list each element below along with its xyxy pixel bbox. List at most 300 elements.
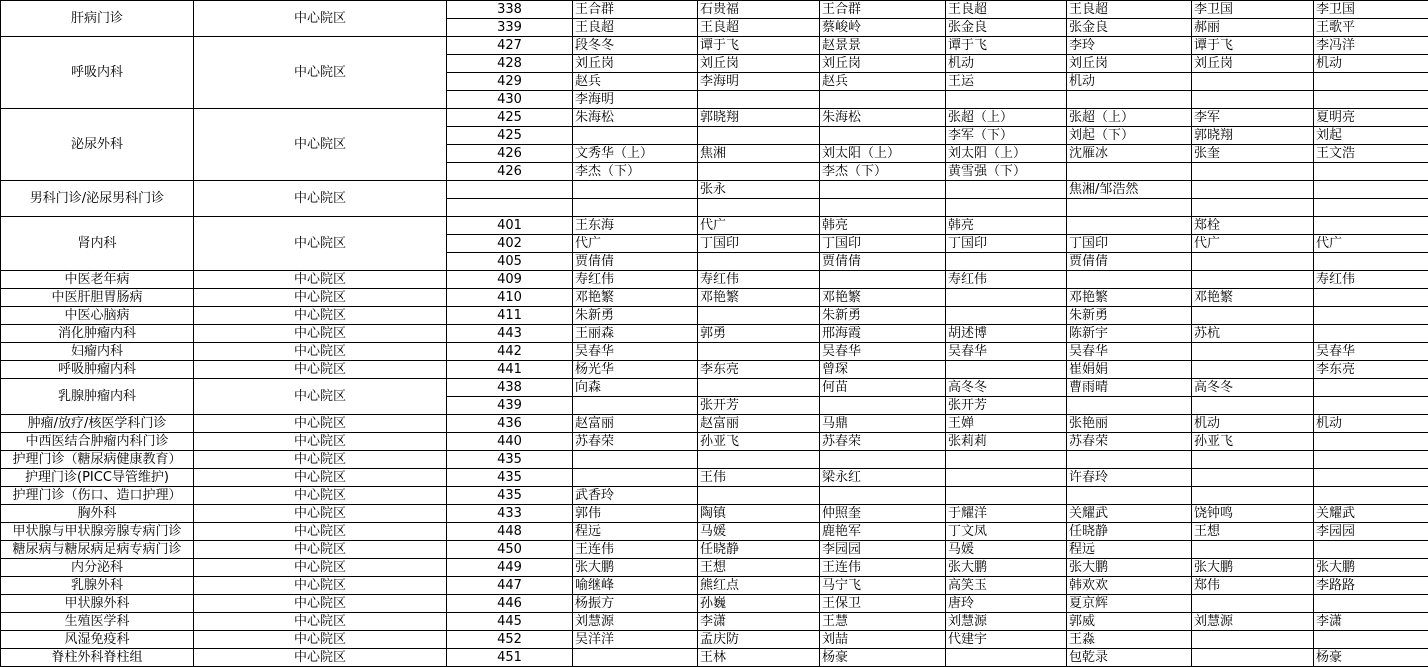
doctor-cell [573, 397, 698, 415]
campus-cell: 中心院区 [194, 379, 447, 415]
doctor-cell: 代广 [1314, 235, 1428, 253]
table-row [1, 451, 1428, 469]
campus-cell: 中心院区 [194, 487, 447, 505]
doctor-cell [1314, 325, 1428, 343]
doctor-cell [1314, 451, 1428, 469]
doctor-cell: 李潇 [698, 613, 820, 631]
doctor-cell: 赵景景 [820, 37, 946, 55]
doctor-cell [1314, 397, 1428, 415]
doctor-cell: 夏明亮 [1314, 109, 1428, 127]
doctor-cell: 机动 [1192, 415, 1314, 433]
doctor-cell: 贾倩倩 [573, 253, 698, 271]
doctor-cell: 杨豪 [1314, 649, 1428, 667]
room-cell: 449 [447, 559, 573, 577]
department-cell: 脊柱外科脊柱组 [1, 649, 194, 667]
doctor-cell [820, 91, 946, 109]
table-row [1, 181, 1428, 199]
doctor-cell: 邓艳繁 [573, 289, 698, 307]
doctor-cell [1314, 199, 1428, 217]
room-cell: 452 [447, 631, 573, 649]
doctor-cell: 韩亮 [946, 217, 1067, 235]
doctor-cell [820, 271, 946, 289]
campus-cell: 中心院区 [194, 433, 447, 451]
doctor-cell: 王连伟 [820, 559, 946, 577]
doctor-cell [1192, 649, 1314, 667]
doctor-cell: 朱新勇 [573, 307, 698, 325]
table-row [1, 361, 1428, 379]
doctor-cell: 孙巍 [698, 595, 820, 613]
doctor-cell: 马媛 [698, 523, 820, 541]
doctor-cell: 苏杭 [1192, 325, 1314, 343]
doctor-cell: 武香玲 [573, 487, 698, 505]
department-cell: 护理门诊（伤口、造口护理） [1, 487, 194, 505]
doctor-cell [1067, 91, 1192, 109]
doctor-cell: 焦湘 [698, 145, 820, 163]
department-cell: 男科门诊/泌尿男科门诊 [1, 181, 194, 217]
doctor-cell: 曹雨晴 [1067, 379, 1192, 397]
doctor-cell [1192, 73, 1314, 91]
doctor-cell: 张金良 [1067, 19, 1192, 37]
room-cell: 445 [447, 613, 573, 631]
campus-cell: 中心院区 [194, 505, 447, 523]
room-cell [447, 199, 573, 217]
doctor-cell [1314, 253, 1428, 271]
doctor-cell: 黄雪强（下） [946, 163, 1067, 181]
doctor-cell [1192, 91, 1314, 109]
doctor-cell [1192, 181, 1314, 199]
doctor-cell: 吴洋洋 [573, 631, 698, 649]
doctor-cell [820, 451, 946, 469]
doctor-cell: 代广 [698, 217, 820, 235]
doctor-cell [1067, 163, 1192, 181]
room-cell: 438 [447, 379, 573, 397]
room-cell: 411 [447, 307, 573, 325]
table-row [1, 523, 1428, 541]
doctor-cell [1314, 631, 1428, 649]
campus-cell: 中心院区 [194, 217, 447, 271]
doctor-cell: 张大鹏 [573, 559, 698, 577]
doctor-cell: 王连伟 [573, 541, 698, 559]
table-row [1, 415, 1428, 433]
doctor-cell: 吴春华 [1067, 343, 1192, 361]
table-row [1, 613, 1428, 631]
doctor-cell: 刘丘岗 [698, 55, 820, 73]
doctor-cell: 关耀武 [1314, 505, 1428, 523]
doctor-cell [1192, 199, 1314, 217]
department-cell: 甲状腺外科 [1, 595, 194, 613]
doctor-cell: 李海明 [698, 73, 820, 91]
doctor-cell [573, 451, 698, 469]
doctor-cell: 刘喆 [820, 631, 946, 649]
doctor-cell [946, 199, 1067, 217]
doctor-cell: 赵富丽 [698, 415, 820, 433]
doctor-cell [1314, 379, 1428, 397]
doctor-cell [820, 397, 946, 415]
department-cell: 生殖医学科 [1, 613, 194, 631]
doctor-cell: 杨光华 [573, 361, 698, 379]
doctor-cell [1314, 487, 1428, 505]
doctor-cell: 机动 [1314, 415, 1428, 433]
doctor-cell [1314, 595, 1428, 613]
campus-cell: 中心院区 [194, 181, 447, 217]
room-cell: 436 [447, 415, 573, 433]
doctor-cell: 谭于飞 [698, 37, 820, 55]
doctor-cell: 张大鹏 [1192, 559, 1314, 577]
room-cell: 435 [447, 469, 573, 487]
campus-cell: 中心院区 [194, 631, 447, 649]
room-cell: 450 [447, 541, 573, 559]
doctor-cell: 刘慧源 [573, 613, 698, 631]
doctor-cell [1192, 595, 1314, 613]
doctor-cell: 丁国印 [946, 235, 1067, 253]
doctor-cell: 郭晓翔 [698, 109, 820, 127]
doctor-cell: 寿红伟 [1314, 271, 1428, 289]
doctor-cell: 焦湘/邹浩然 [1067, 181, 1192, 199]
department-cell: 乳腺肿瘤内科 [1, 379, 194, 415]
doctor-cell: 王林 [698, 649, 820, 667]
doctor-cell [946, 361, 1067, 379]
doctor-cell [1192, 163, 1314, 181]
doctor-cell: 程远 [1067, 541, 1192, 559]
doctor-cell [1314, 217, 1428, 235]
doctor-cell: 王保卫 [820, 595, 946, 613]
doctor-cell: 苏春荣 [1067, 433, 1192, 451]
doctor-cell: 丁国印 [1067, 235, 1192, 253]
doctor-cell: 王合群 [573, 1, 698, 19]
campus-cell: 中心院区 [194, 595, 447, 613]
room-cell: 428 [447, 55, 573, 73]
campus-cell: 中心院区 [194, 559, 447, 577]
doctor-cell [946, 649, 1067, 667]
doctor-cell: 鹿艳军 [820, 523, 946, 541]
doctor-cell: 贾倩倩 [820, 253, 946, 271]
doctor-cell: 郑伟 [1192, 577, 1314, 595]
doctor-cell [1067, 199, 1192, 217]
room-cell: 426 [447, 163, 573, 181]
doctor-cell: 王良超 [1067, 1, 1192, 19]
campus-cell: 中心院区 [194, 325, 447, 343]
doctor-cell: 李园园 [1314, 523, 1428, 541]
doctor-cell: 许春玲 [1067, 469, 1192, 487]
doctor-cell: 段冬冬 [573, 37, 698, 55]
room-cell: 440 [447, 433, 573, 451]
doctor-cell [1067, 451, 1192, 469]
campus-cell: 中心院区 [194, 109, 447, 181]
doctor-cell: 李海明 [573, 91, 698, 109]
room-cell: 425 [447, 109, 573, 127]
doctor-cell: 李东亮 [698, 361, 820, 379]
table-row [1, 289, 1428, 307]
doctor-cell: 李东亮 [1314, 361, 1428, 379]
doctor-cell: 代广 [573, 235, 698, 253]
doctor-cell [1192, 343, 1314, 361]
campus-cell: 中心院区 [194, 307, 447, 325]
doctor-cell: 石贵福 [698, 1, 820, 19]
table-row [1, 325, 1428, 343]
doctor-cell: 邓艳繁 [1192, 289, 1314, 307]
doctor-cell: 张永 [698, 181, 820, 199]
room-cell: 338 [447, 1, 573, 19]
doctor-cell: 包乾录 [1067, 649, 1192, 667]
doctor-cell: 谭于飞 [1192, 37, 1314, 55]
doctor-cell: 刘太阳（上） [946, 145, 1067, 163]
campus-cell: 中心院区 [194, 613, 447, 631]
doctor-cell: 王歌平 [1314, 19, 1428, 37]
doctor-cell [1192, 469, 1314, 487]
doctor-cell: 张莉莉 [946, 433, 1067, 451]
doctor-cell: 吴春华 [820, 343, 946, 361]
room-cell: 401 [447, 217, 573, 235]
doctor-cell: 刘慧源 [946, 613, 1067, 631]
campus-cell: 中心院区 [194, 37, 447, 109]
table-row [1, 469, 1428, 487]
department-cell: 糖尿病与糖尿病足病专病门诊 [1, 541, 194, 559]
doctor-cell: 韩欢欢 [1067, 577, 1192, 595]
doctor-cell: 文秀华（上） [573, 145, 698, 163]
doctor-cell: 苏春荣 [820, 433, 946, 451]
doctor-cell: 郭威 [1067, 613, 1192, 631]
doctor-cell [698, 91, 820, 109]
doctor-cell: 赵富丽 [573, 415, 698, 433]
department-cell: 护理门诊(PICC导管维护) [1, 469, 194, 487]
doctor-cell: 高冬冬 [946, 379, 1067, 397]
department-cell: 甲状腺与甲状腺旁腺专病门诊 [1, 523, 194, 541]
doctor-cell: 曾琛 [820, 361, 946, 379]
campus-cell: 中心院区 [194, 1, 447, 37]
campus-cell: 中心院区 [194, 361, 447, 379]
room-cell: 442 [447, 343, 573, 361]
department-cell: 中西医结合肿瘤内科门诊 [1, 433, 194, 451]
doctor-cell [1192, 631, 1314, 649]
department-cell: 中医肝胆胃肠病 [1, 289, 194, 307]
doctor-cell: 王运 [946, 73, 1067, 91]
doctor-cell: 张奎 [1192, 145, 1314, 163]
doctor-cell [1314, 289, 1428, 307]
doctor-cell [1192, 487, 1314, 505]
doctor-cell [573, 127, 698, 145]
doctor-cell: 丁国印 [820, 235, 946, 253]
doctor-cell: 刘太阳（上） [820, 145, 946, 163]
doctor-cell: 马鼎 [820, 415, 946, 433]
doctor-cell: 邓艳繁 [1067, 289, 1192, 307]
room-cell: 402 [447, 235, 573, 253]
room-cell: 409 [447, 271, 573, 289]
room-cell: 430 [447, 91, 573, 109]
department-cell: 肝病门诊 [1, 1, 194, 37]
campus-cell: 中心院区 [194, 541, 447, 559]
doctor-cell: 熊红点 [698, 577, 820, 595]
doctor-cell: 邓艳繁 [820, 289, 946, 307]
doctor-cell: 刘丘岗 [1067, 55, 1192, 73]
doctor-cell: 沈雁冰 [1067, 145, 1192, 163]
doctor-cell: 李军 [1192, 109, 1314, 127]
doctor-cell: 唐玲 [946, 595, 1067, 613]
room-cell: 446 [447, 595, 573, 613]
doctor-cell: 机动 [1314, 55, 1428, 73]
doctor-cell: 谭于飞 [946, 37, 1067, 55]
doctor-cell: 赵兵 [820, 73, 946, 91]
doctor-cell: 郭伟 [573, 505, 698, 523]
doctor-cell: 赵兵 [573, 73, 698, 91]
campus-cell: 中心院区 [194, 649, 447, 667]
doctor-cell: 蔡峻岭 [820, 19, 946, 37]
doctor-cell: 向森 [573, 379, 698, 397]
room-cell: 339 [447, 19, 573, 37]
doctor-cell [698, 343, 820, 361]
doctor-cell: 代广 [1192, 235, 1314, 253]
doctor-cell: 孟庆防 [698, 631, 820, 649]
doctor-cell: 张金良 [946, 19, 1067, 37]
room-cell: 443 [447, 325, 573, 343]
doctor-cell: 高笑玉 [946, 577, 1067, 595]
doctor-cell: 吴春华 [573, 343, 698, 361]
department-cell: 风湿免疫科 [1, 631, 194, 649]
room-cell: 448 [447, 523, 573, 541]
doctor-cell [1192, 271, 1314, 289]
room-cell: 410 [447, 289, 573, 307]
department-cell: 胸外科 [1, 505, 194, 523]
room-cell: 439 [447, 397, 573, 415]
doctor-cell [820, 199, 946, 217]
table-row [1, 631, 1428, 649]
campus-cell: 中心院区 [194, 469, 447, 487]
doctor-cell [1314, 469, 1428, 487]
doctor-cell [946, 253, 1067, 271]
doctor-cell: 张艳丽 [1067, 415, 1192, 433]
doctor-cell: 李园园 [820, 541, 946, 559]
campus-cell: 中心院区 [194, 289, 447, 307]
doctor-cell: 何苗 [820, 379, 946, 397]
doctor-cell [698, 307, 820, 325]
room-cell: 441 [447, 361, 573, 379]
doctor-cell: 吴春华 [946, 343, 1067, 361]
doctor-cell [573, 199, 698, 217]
doctor-cell: 王良超 [698, 19, 820, 37]
department-cell: 妇瘤内科 [1, 343, 194, 361]
doctor-cell: 王丽森 [573, 325, 698, 343]
doctor-cell: 朱海松 [573, 109, 698, 127]
table-row [1, 217, 1428, 235]
room-cell: 433 [447, 505, 573, 523]
doctor-cell: 陈新宇 [1067, 325, 1192, 343]
doctor-cell: 王合群 [820, 1, 946, 19]
department-cell: 护理门诊（糖尿病健康教育） [1, 451, 194, 469]
doctor-cell: 于耀洋 [946, 505, 1067, 523]
doctor-cell [698, 163, 820, 181]
doctor-cell: 李杰（下） [820, 163, 946, 181]
doctor-cell: 程远 [573, 523, 698, 541]
doctor-cell [1192, 397, 1314, 415]
doctor-cell: 郭晓翔 [1192, 127, 1314, 145]
table-row [1, 307, 1428, 325]
doctor-cell: 夏京辉 [1067, 595, 1192, 613]
room-cell: 451 [447, 649, 573, 667]
table-row [1, 109, 1428, 127]
doctor-cell: 王想 [698, 559, 820, 577]
doctor-cell: 胡述博 [946, 325, 1067, 343]
doctor-cell: 张开芳 [946, 397, 1067, 415]
department-cell: 中医心脑病 [1, 307, 194, 325]
department-cell: 内分泌科 [1, 559, 194, 577]
doctor-cell: 郑栓 [1192, 217, 1314, 235]
doctor-cell [1067, 217, 1192, 235]
room-cell: 447 [447, 577, 573, 595]
doctor-cell [1314, 181, 1428, 199]
doctor-cell [820, 181, 946, 199]
campus-cell: 中心院区 [194, 451, 447, 469]
doctor-cell: 马媛 [946, 541, 1067, 559]
doctor-cell: 李卫国 [1314, 1, 1428, 19]
doctor-cell [1314, 433, 1428, 451]
table-row [1, 541, 1428, 559]
doctor-cell [698, 451, 820, 469]
room-cell: 427 [447, 37, 573, 55]
doctor-cell: 王文浩 [1314, 145, 1428, 163]
doctor-cell [1192, 253, 1314, 271]
doctor-cell: 张大鹏 [1314, 559, 1428, 577]
doctor-cell [698, 127, 820, 145]
table-row [1, 1, 1428, 19]
campus-cell: 中心院区 [194, 523, 447, 541]
doctor-cell [946, 451, 1067, 469]
doctor-cell: 杨豪 [820, 649, 946, 667]
campus-cell: 中心院区 [194, 415, 447, 433]
doctor-cell [1067, 487, 1192, 505]
room-cell: 429 [447, 73, 573, 91]
doctor-cell: 王淼 [1067, 631, 1192, 649]
doctor-cell [698, 379, 820, 397]
doctor-cell: 孙亚飞 [698, 433, 820, 451]
doctor-cell [1192, 541, 1314, 559]
doctor-cell [820, 487, 946, 505]
doctor-cell [1314, 541, 1428, 559]
doctor-cell: 王良超 [946, 1, 1067, 19]
table-row [1, 37, 1428, 55]
doctor-cell: 丁文凤 [946, 523, 1067, 541]
table-row [1, 343, 1428, 361]
doctor-cell [946, 487, 1067, 505]
doctor-cell: 王慧 [820, 613, 946, 631]
doctor-cell: 王良超 [573, 19, 698, 37]
doctor-cell: 陶镇 [698, 505, 820, 523]
doctor-cell [1192, 451, 1314, 469]
doctor-cell: 邢海霞 [820, 325, 946, 343]
doctor-cell [946, 289, 1067, 307]
doctor-cell: 张大鹏 [1067, 559, 1192, 577]
doctor-cell: 杨振方 [573, 595, 698, 613]
doctor-cell: 代建宇 [946, 631, 1067, 649]
table-row [1, 595, 1428, 613]
doctor-cell: 邓艳繁 [698, 289, 820, 307]
doctor-cell: 朱新勇 [1067, 307, 1192, 325]
doctor-cell: 丁国印 [698, 235, 820, 253]
doctor-cell: 韩亮 [820, 217, 946, 235]
doctor-cell: 刘丘岗 [573, 55, 698, 73]
doctor-cell: 梁永红 [820, 469, 946, 487]
doctor-cell: 刘慧源 [1192, 613, 1314, 631]
room-cell [447, 181, 573, 199]
campus-cell: 中心院区 [194, 343, 447, 361]
room-cell: 425 [447, 127, 573, 145]
doctor-cell: 李路路 [1314, 577, 1428, 595]
table-row [1, 487, 1428, 505]
doctor-cell: 马宁飞 [820, 577, 946, 595]
doctor-cell [946, 469, 1067, 487]
doctor-cell: 贾倩倩 [1067, 253, 1192, 271]
doctor-cell: 关耀武 [1067, 505, 1192, 523]
table-row [1, 577, 1428, 595]
room-cell: 405 [447, 253, 573, 271]
